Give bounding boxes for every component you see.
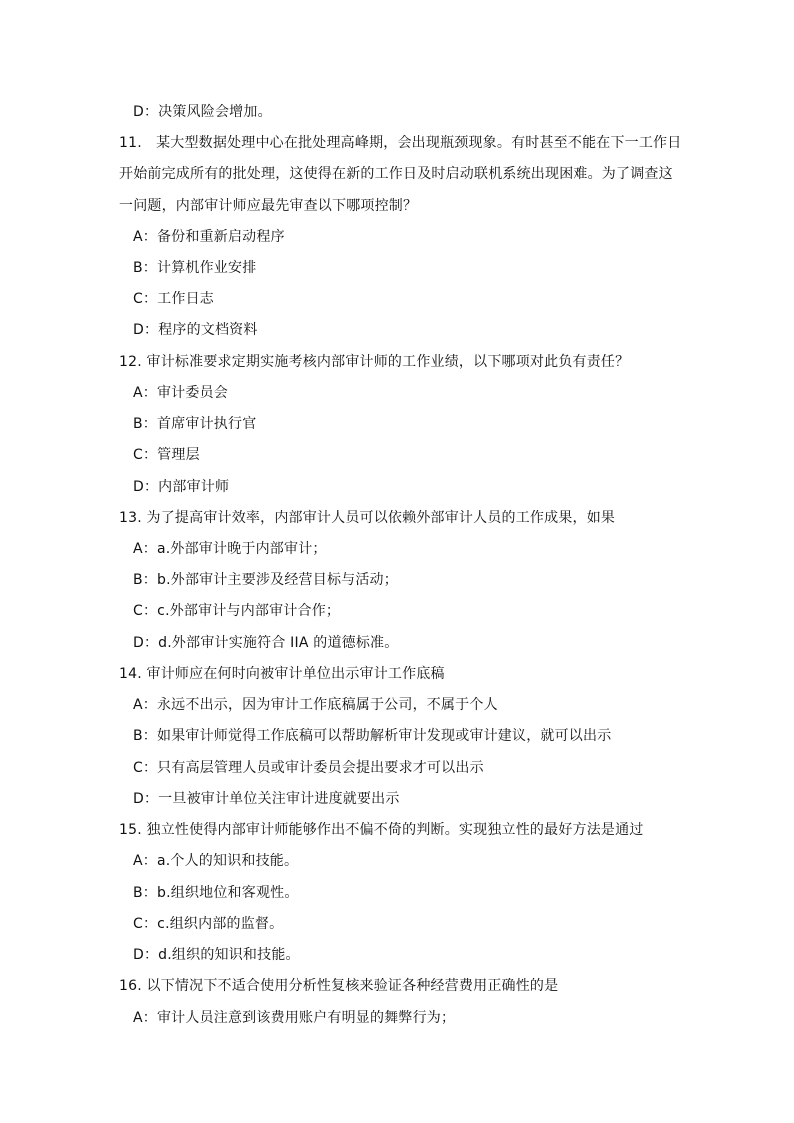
option-12-b: B：首席审计执行官 <box>133 416 257 432</box>
option-14-b: B：如果审计师觉得工作底稿可以帮助解析审计发现或审计建议，就可以出示 <box>133 728 612 744</box>
question-16: 16. 以下情况下不适合使用分析性复核来验证各种经营费用正确性的是 <box>119 978 559 994</box>
option-15-d: D：d.组织的知识和技能。 <box>133 947 300 963</box>
option-15-c: C：c.组织内部的监督。 <box>133 916 284 932</box>
option-15-a: A：a.个人的知识和技能。 <box>133 853 299 869</box>
option-13-d: D：d.外部审计实施符合 IIA 的道德标准。 <box>133 635 399 651</box>
option-14-a: A：永远不出示，因为审计工作底稿属于公司，不属于个人 <box>133 697 498 713</box>
option-13-c: C：c.外部审计与内部审计合作； <box>133 603 341 619</box>
option-14-c: C：只有高层管理人员或审计委员会提出要求才可以出示 <box>133 760 484 776</box>
option-11-b: B：计算机作业安排 <box>133 260 257 276</box>
option-16-a: A：审计人员注意到该费用账户有明显的舞弊行为； <box>133 1010 456 1026</box>
question-12: 12. 审计标准要求定期实施考核内部审计师的工作业绩，以下哪项对此负有责任？ <box>119 354 630 370</box>
question-11-cont-1: 开始前完成所有的批处理，这使得在新的工作日及时启动联机系统出现困难。为了调查这 <box>119 166 673 182</box>
option-13-b: B：b.外部审计主要涉及经营目标与活动； <box>133 572 398 588</box>
question-15: 15. 独立性使得内部审计师能够作出不偏不倚的判断。实现独立性的最好方法是通过 <box>119 822 644 838</box>
option-12-d: D：内部审计师 <box>133 479 230 495</box>
option-13-a: A：a.外部审计晚于内部审计； <box>133 541 327 557</box>
question-11: 11. 某大型数据处理中心在批处理高峰期，会出现瓶颈现象。有时甚至不能在下一工作日 <box>119 135 682 151</box>
option-11-a: A：备份和重新启动程序 <box>133 229 285 245</box>
option-12-a: A：审计委员会 <box>133 385 228 401</box>
question-13: 13. 为了提高审计效率，内部审计人员可以依赖外部审计人员的工作成果，如果 <box>119 510 616 526</box>
option-11-c: C：工作日志 <box>133 291 214 307</box>
option-15-b: B：b.组织地位和客观性。 <box>133 885 299 901</box>
question-14: 14. 审计师应在何时向被审计单位出示审计工作底稿 <box>119 666 445 682</box>
option-10-d: D：决策风险会增加。 <box>133 104 272 120</box>
option-11-d: D：程序的文档资料 <box>133 322 258 338</box>
option-12-c: C：管理层 <box>133 447 200 463</box>
question-11-cont-2: 一问题，内部审计师应最先审查以下哪项控制？ <box>119 198 418 214</box>
option-14-d: D：一旦被审计单位关注审计进度就要出示 <box>133 791 400 807</box>
